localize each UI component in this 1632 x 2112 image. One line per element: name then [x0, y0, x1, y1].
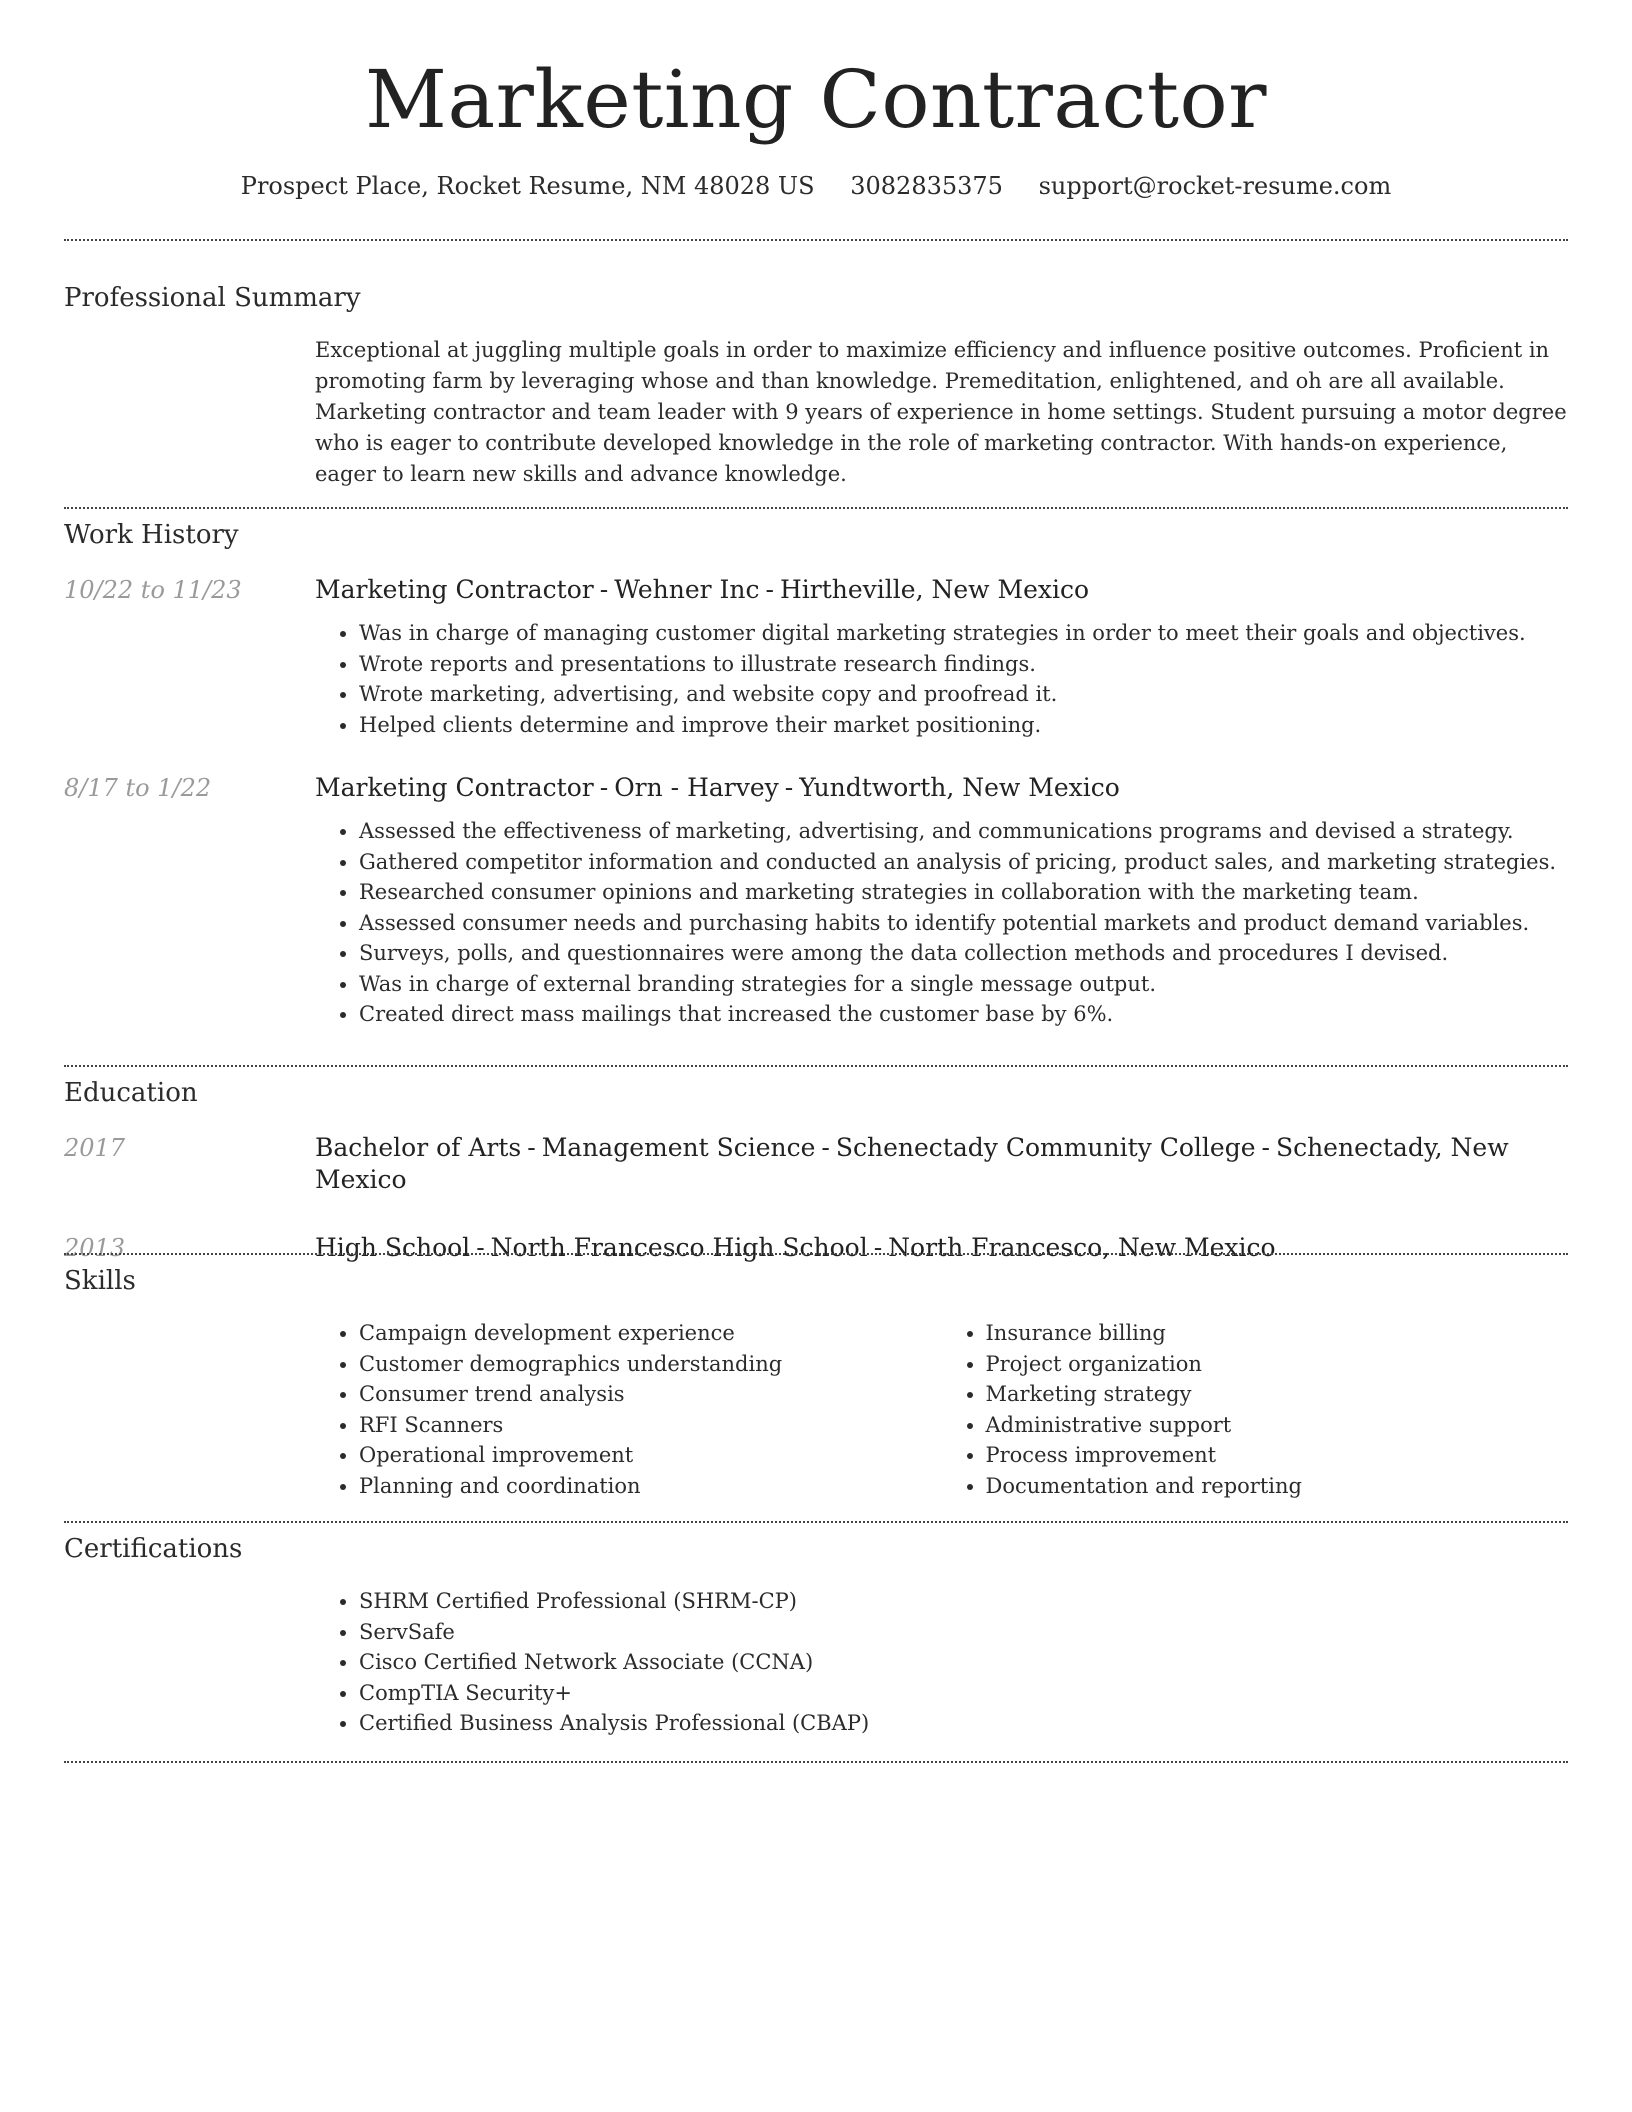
job-bullet: • Helped clients determine and improve their market positioning.	[359, 710, 1568, 741]
skills-list-left	[315, 1318, 942, 1501]
certification-item: • Cisco Certified Network Associate (CCNA)	[359, 1647, 1568, 1678]
certifications-section	[64, 1532, 1568, 1739]
education-section	[64, 1076, 1568, 1264]
job-role: Marketing Contractor	[315, 773, 594, 802]
education-entry	[64, 1232, 1568, 1264]
work-section	[64, 518, 1568, 1030]
job-entry	[64, 574, 1568, 740]
job-bullet: • Wrote marketing, advertising, and website copy and proofread it.	[359, 679, 1568, 710]
skill-item: • Planning and coordination	[359, 1471, 942, 1502]
job-bullet: • Assessed the effectiveness of marketing, advertising, and communications programs and devised a strategy.	[359, 816, 1568, 847]
skill-item: • Marketing strategy	[986, 1379, 1569, 1410]
education-degree: High School	[315, 1233, 471, 1262]
education-degree: Bachelor of Arts	[315, 1133, 522, 1162]
education-heading: Education	[64, 1078, 198, 1108]
skills-divider	[64, 1521, 1568, 1523]
certification-item: • SHRM Certified Professional (SHRM-CP)	[359, 1586, 1568, 1617]
job-bullets	[315, 816, 1568, 1030]
job-location: Hirtheville, New Mexico	[779, 575, 1090, 604]
job-location: Yundtworth, New Mexico	[799, 773, 1120, 802]
skill-item: • Process improvement	[986, 1440, 1569, 1471]
education-location: North Francesco, New Mexico	[888, 1233, 1276, 1262]
skill-item: • Campaign development experience	[359, 1318, 942, 1349]
job-heading: Marketing Contractor - Wehner Inc - Hirtheville, New Mexico	[315, 575, 1090, 604]
summary-heading: Professional Summary	[64, 283, 361, 313]
skill-item: • Insurance billing	[986, 1318, 1569, 1349]
certification-item: • ServSafe	[359, 1617, 1568, 1648]
skill-item: • Project organization	[986, 1349, 1569, 1380]
skill-item: • RFI Scanners	[359, 1410, 942, 1441]
work-divider	[64, 1065, 1568, 1067]
job-bullet: • Created direct mass mailings that increased the customer base by 6%.	[359, 999, 1568, 1030]
job-bullet: • Wrote reports and presentations to illustrate research findings.	[359, 649, 1568, 680]
education-entry	[64, 1132, 1568, 1196]
education-year: 2013	[64, 1234, 126, 1262]
education-year: 2017	[64, 1134, 126, 1162]
certification-item: • CompTIA Security+	[359, 1678, 1568, 1709]
job-date: 8/17 to 1/22	[64, 774, 212, 802]
skill-item: • Administrative support	[986, 1410, 1569, 1441]
skills-section	[64, 1264, 1568, 1501]
certification-item: • Certified Business Analysis Professional (CBAP)	[359, 1708, 1568, 1739]
skill-item: • Documentation and reporting	[986, 1471, 1569, 1502]
education-school: North Francesco High School	[490, 1233, 868, 1262]
education-field: Management Science	[541, 1133, 816, 1162]
job-bullet: • Was in charge of managing customer digital marketing strategies in order to meet their goals and objectives.	[359, 618, 1568, 649]
certifications-list	[315, 1586, 1568, 1739]
job-heading: Marketing Contractor - Orn - Harvey - Yundtworth, New Mexico	[315, 773, 1120, 802]
education-location: Schenectady, New Mexico	[315, 1133, 1509, 1194]
job-bullet: • Assessed consumer needs and purchasing habits to identify potential markets and product demand variables.	[359, 908, 1568, 939]
job-bullet: • Was in charge of external branding strategies for a single message output.	[359, 969, 1568, 1000]
contact-line	[0, 170, 1632, 202]
job-date: 10/22 to 11/23	[64, 576, 242, 604]
job-role: Marketing Contractor	[315, 575, 594, 604]
skill-item: • Consumer trend analysis	[359, 1379, 942, 1410]
job-bullet: • Gathered competitor information and conducted an analysis of pricing, product sales, and marketing strategies.	[359, 847, 1568, 878]
summary-divider	[64, 507, 1568, 509]
skills-list-right	[942, 1318, 1569, 1501]
summary-section	[64, 281, 1568, 490]
education-heading-line: High School - North Francesco High School - North Francesco, New Mexico	[315, 1233, 1276, 1262]
skill-item: • Operational improvement	[359, 1440, 942, 1471]
job-bullet: • Researched consumer opinions and marketing strategies in collaboration with the marketing team.	[359, 877, 1568, 908]
skill-item: • Customer demographics understanding	[359, 1349, 942, 1380]
resume-name: Marketing Contractor	[365, 53, 1267, 146]
contact-address: Prospect Place, Rocket Resume, NM 48028 US	[240, 172, 815, 200]
education-heading-line: Bachelor of Arts - Management Science - Schenectady Community College - Schenectady, New Mexico	[315, 1133, 1509, 1194]
education-school: Schenectady Community College	[835, 1133, 1256, 1162]
work-heading: Work History	[64, 520, 239, 550]
job-company: Wehner Inc	[614, 575, 760, 604]
contact-email[interactable]: support@rocket-resume.com	[1038, 172, 1392, 200]
job-bullets	[315, 618, 1568, 740]
job-entry	[64, 772, 1568, 1030]
summary-text: Exceptional at juggling multiple goals in order to maximize efficiency and influence positive outcomes. Proficient in promoting farm by leveraging whose and than knowledge. Premeditation, enlightened, and oh are all available. Marketing contractor and team leader with 9 years of experience in home settings. Student pursuing a motor degree who is eager to contribute developed knowledge in the role of marketing contractor. With hands-on experience, eager to learn new skills and advance knowledge.	[315, 338, 1567, 486]
job-company: Orn - Harvey	[614, 773, 779, 802]
contact-phone: 3082835375	[850, 172, 1003, 200]
certifications-divider	[64, 1761, 1568, 1763]
certifications-heading: Certifications	[64, 1534, 243, 1564]
header-divider	[64, 239, 1568, 241]
education-divider	[64, 1253, 1568, 1255]
job-bullet: • Surveys, polls, and questionnaires were among the data collection methods and procedures I devised.	[359, 938, 1568, 969]
skills-heading: Skills	[64, 1266, 136, 1296]
